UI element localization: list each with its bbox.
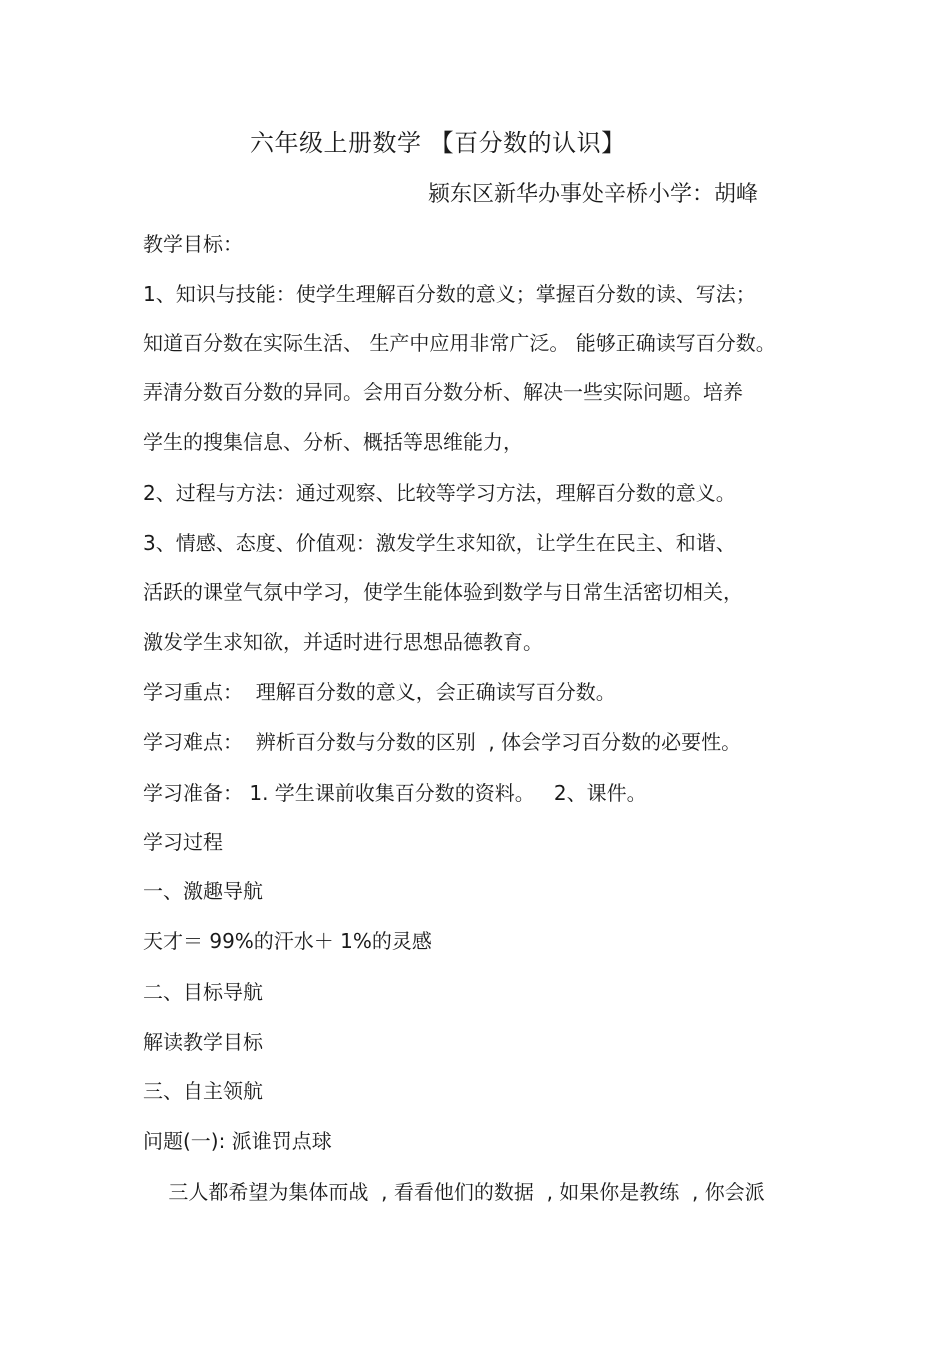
section-heading: 三、自主领航	[143, 1079, 263, 1103]
paragraph-line: 学生的搜集信息、分析、概括等思维能力，	[143, 430, 523, 454]
document-title: 六年级上册数学 【百分数的认识】	[250, 129, 626, 157]
paragraph-difficulties: 学习难点： 辨析百分数与分数的区别 , 体会学习百分数的必要性。	[143, 730, 742, 754]
paragraph-preparation: 学习准备： 1. 学生课前收集百分数的资料。 2、课件。	[143, 781, 647, 805]
paragraph-line: 三人都希望为集体而战 , 看看他们的数据 , 如果你是教练 , 你会派	[143, 1180, 765, 1204]
paragraph-line: 问题(一): 派谁罚点球	[143, 1129, 332, 1153]
document-author: 颍东区新华办事处辛桥小学：胡峰	[428, 182, 759, 207]
paragraph-teaching-goals-heading: 教学目标：	[143, 232, 243, 256]
paragraph-line: 2、过程与方法：通过观察、比较等学习方法，理解百分数的意义。	[143, 481, 736, 505]
paragraph-line: 天才＝ 99%的汗水＋ 1%的灵感	[143, 929, 432, 953]
section-heading: 一、激趣导航	[143, 879, 263, 903]
paragraph-line: 知道百分数在实际生活、 生产中应用非常广泛。 能够正确读写百分数。	[143, 331, 776, 355]
paragraph-line: 1、知识与技能：使学生理解百分数的意义；掌握百分数的读、写法；	[143, 282, 756, 306]
paragraph-line: 激发学生求知欲，并适时进行思想品德教育。	[143, 630, 543, 654]
section-heading: 二、目标导航	[143, 980, 263, 1004]
paragraph-line: 活跃的课堂气氛中学习，使学生能体验到数学与日常生活密切相关，	[143, 580, 743, 604]
paragraph-line: 解读教学目标	[143, 1030, 263, 1054]
paragraph-line: 弄清分数百分数的异同。会用百分数分析、解决一些实际问题。培养	[143, 380, 743, 404]
paragraph-key-points: 学习重点： 理解百分数的意义，会正确读写百分数。	[143, 680, 616, 704]
section-heading: 学习过程	[143, 830, 223, 854]
paragraph-line: 3、情感、态度、价值观：激发学生求知欲，让学生在民主、和谐、	[143, 531, 736, 555]
